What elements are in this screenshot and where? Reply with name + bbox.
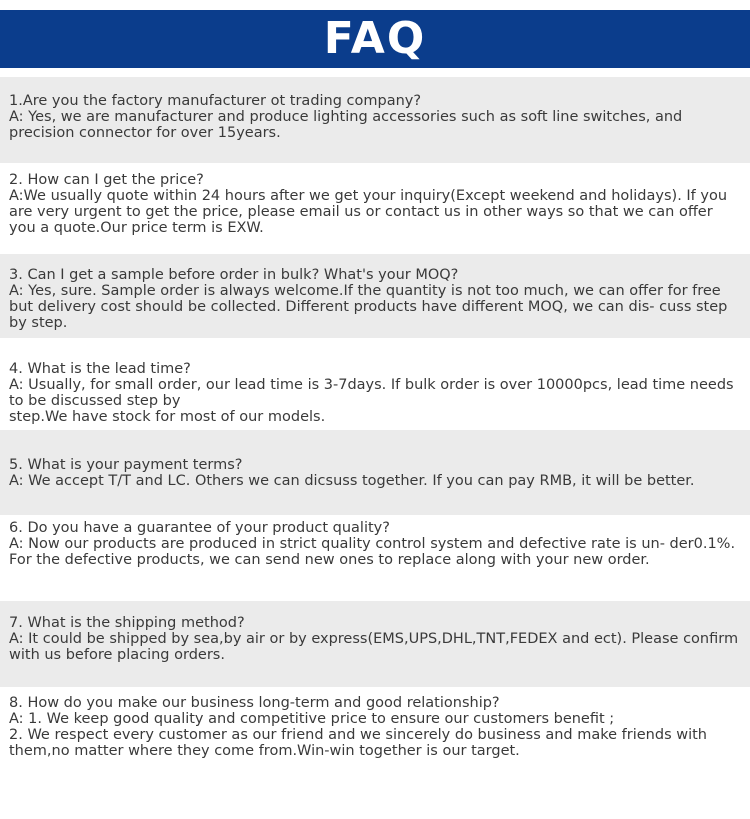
faq-answer: A: Now our products are produced in strict quality control system and defective rate is un- der0.1%. For the defective products, we can send new ones to replace along with your new order. xyxy=(9,536,736,568)
faq-question: 7. What is the shipping method? xyxy=(9,615,245,631)
faq-question: 1.Are you the factory manufacturer ot trading company? xyxy=(9,93,422,109)
faq-question: 4. What is the lead time? xyxy=(9,361,191,377)
page-title: FAQ xyxy=(323,13,427,64)
faq-item-3 xyxy=(0,254,750,338)
faq-answer: A: It could be shipped by sea,by air or by express(EMS,UPS,DHL,TNT,FEDEX and ect). Please confirm with us before placing orders. xyxy=(9,631,739,663)
faq-answer: A: Yes, we are manufacturer and produce lighting accessories such as soft line switches, and precision connector for over 15years. xyxy=(9,109,683,141)
faq-header-banner xyxy=(0,10,750,68)
faq-question: 5. What is your payment terms? xyxy=(9,457,243,473)
faq-item-7 xyxy=(0,601,750,687)
faq-question: 6. Do you have a guarantee of your product quality? xyxy=(9,520,390,536)
faq-answer: A: We accept T/T and LC. Others we can dicsuss together. If you can pay RMB, it will be better. xyxy=(9,473,695,489)
faq-question: 8. How do you make our business long-term and good relationship? xyxy=(9,695,500,711)
faq-answer: A: Usually, for small order, our lead time is 3-7days. If bulk order is over 10000pcs, lead time needs to be discussed step by step.We have stock for most of our models. xyxy=(9,377,734,425)
faq-answer: A: Yes, sure. Sample order is always welcome.If the quantity is not too much, we can offer for free but delivery cost should be collected. Different products have different MOQ, we can dis- cuss step by step. xyxy=(9,283,728,331)
faq-question: 3. Can I get a sample before order in bulk? What's your MOQ? xyxy=(9,267,459,283)
faq-item-6 xyxy=(0,515,750,601)
faq-item-2 xyxy=(0,163,750,254)
faq-question: 2. How can I get the price? xyxy=(9,172,204,188)
faq-answer: A: 1. We keep good quality and competitive price to ensure our customers benefit ; 2. We respect every customer as our friend and we sincerely do business and make friends with them,no matter where they come from.Win-win together is our target. xyxy=(9,711,707,759)
faq-item-5 xyxy=(0,430,750,515)
faq-item-8 xyxy=(0,687,750,767)
faq-item-4 xyxy=(0,338,750,430)
faq-item-1 xyxy=(0,77,750,163)
faq-answer: A:We usually quote within 24 hours after we get your inquiry(Except weekend and holidays). If you are very urgent to get the price, please email us or contact us in other ways so that we can offer you a quote.Our price term is EXW. xyxy=(9,188,728,236)
